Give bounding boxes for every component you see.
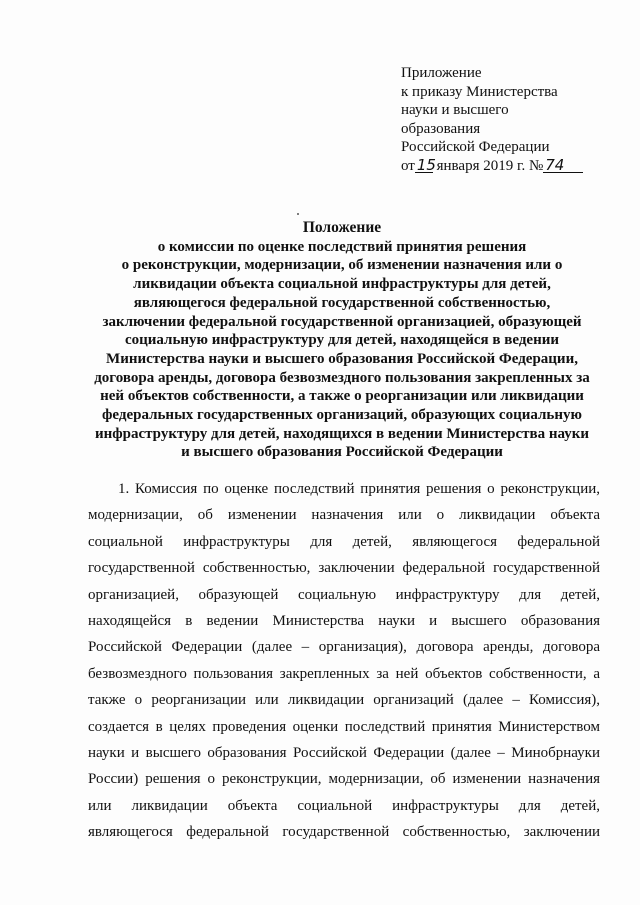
title-line: и высшего образования Российской Федерации xyxy=(181,444,503,461)
body-line: безвозмездного пользования закрепленных за ней объектов собственности, а xyxy=(88,665,600,682)
body-line: находящейся в ведении Министерства науки и высшего образования xyxy=(88,613,600,630)
body-line: науки и высшего образования Российской Федерации (далее – Минобрнауки xyxy=(88,745,600,762)
appendix-line: к приказу Министерства xyxy=(401,83,558,100)
title-line: ней объектов собственности, а также о реорганизации или ликвидации xyxy=(100,388,584,405)
title-line: ликвидации объекта социальной инфраструктуры для детей, xyxy=(133,276,551,293)
appendix-header xyxy=(401,64,601,176)
body-line: являющегося федеральной государственной собственностью, заключении xyxy=(88,824,600,841)
title-line: Министерства науки и высшего образования Российской Федерации, xyxy=(106,350,578,367)
appendix-line: Российской Федерации xyxy=(401,139,550,156)
title-line: договора аренды, договора безвозмездного пользования закрепленных за xyxy=(94,369,590,386)
body-line: 1. Комиссия по оценке последствий принятия решения о реконструкции, xyxy=(118,481,600,497)
title-line: федеральных государственных организаций, образующих социальную xyxy=(102,407,582,424)
body-line: Российской Федерации (далее – организация), договора аренды, договора xyxy=(88,639,600,656)
order-date-line xyxy=(401,157,601,176)
title-line: инфраструктуру для детей, находящихся в ведении Министерства науки xyxy=(94,425,590,442)
appendix-line: образования xyxy=(401,120,481,137)
body-line: организацией, образующей социальную инфраструктуру для детей, xyxy=(88,586,600,603)
title-line: о реконструкции, модернизации, об изменении назначения или о xyxy=(121,257,563,274)
scan-speck xyxy=(297,213,299,215)
body-line: модернизации, об изменении назначения или о ликвидации объекта xyxy=(88,507,600,524)
body-line: или ликвидации объекта социальной инфраструктуры для детей, xyxy=(88,797,600,814)
body-line: России) решения о реконструкции, модернизации, об изменении назначения xyxy=(88,771,600,788)
date-rest: января 2019 г. № xyxy=(436,157,544,174)
handwritten-day: 15 xyxy=(416,155,436,174)
handwritten-order-number: 74 xyxy=(543,158,583,173)
appendix-line: науки и высшего xyxy=(401,102,509,119)
title-heading: Положение xyxy=(302,219,382,236)
title-line: заключении федеральной государственной организацией, образующей xyxy=(102,313,582,330)
appendix-line: Приложение xyxy=(401,65,482,81)
title-line: социальную инфраструктуру для детей, находящейся в ведении xyxy=(124,332,560,349)
body-line: государственной собственностью, заключении федеральной государственной xyxy=(88,560,600,577)
body-line: социальной инфраструктуры для детей, являющегося федеральной xyxy=(88,533,600,550)
document-title xyxy=(82,219,602,462)
date-prefix: от xyxy=(401,157,415,174)
title-line: о комиссии по оценке последствий принятия решения xyxy=(157,238,527,255)
body-line: также о реорганизации или ликвидации организаций (далее – Комиссия), xyxy=(88,692,600,709)
body-paragraph xyxy=(88,476,600,846)
body-line: создается в целях проведения оценки последствий принятия Министерством xyxy=(88,718,600,735)
title-line: являющегося федеральной государственной собственностью, xyxy=(133,294,551,311)
